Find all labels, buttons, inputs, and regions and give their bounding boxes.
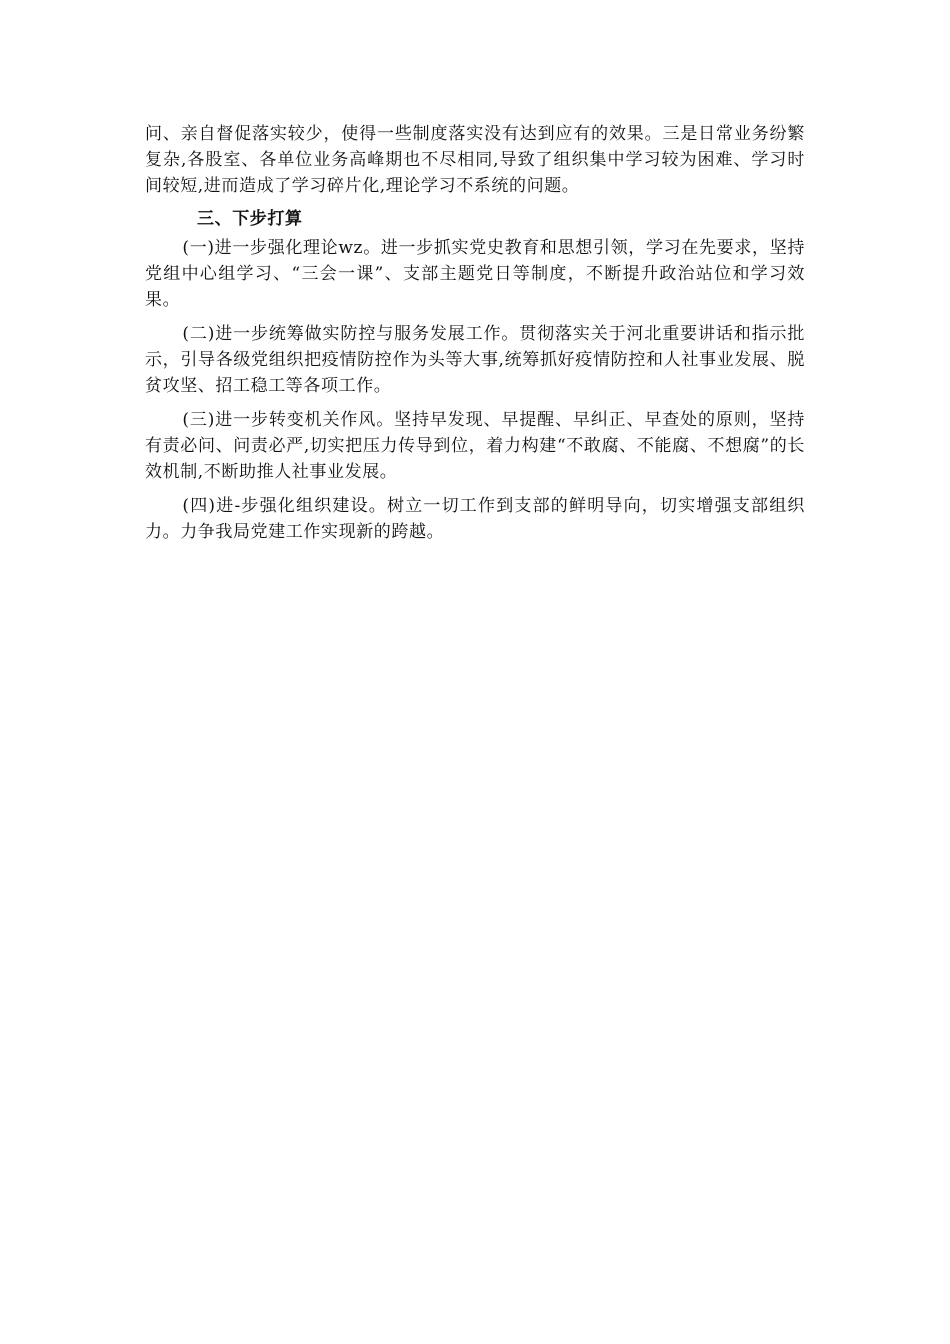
section-heading: 三、下步打算 [197, 209, 303, 229]
plan-item-2: (二)进一步统筹做实防控与服务发展工作。贯彻落实关于河北重要讲话和指示批示，引导各级党组织把疫情防控作为头等大事,统筹抓好疫情防控和人社事业发展、脱贫攻坚、招工稳工等各项工作。 [145, 324, 805, 396]
document-body [145, 121, 805, 545]
plan-item-3: (三)进一步转变机关作风。坚持早发现、早提醒、早纠正、早查处的原则，坚持有责必问、问责必严,切实把压力传导到位，着力构建“不敢腐、不能腐、不想腐”的长效机制,不断助推人社事业发展。 [145, 410, 805, 482]
continuation-paragraph: 问、亲自督促落实较少，使得一些制度落实没有达到应有的效果。三是日常业务纷繁复杂,各股室、各单位业务高峰期也不尽相同,导致了组织集中学习较为困难、学习时间较短,进而造成了学习碎片化,理论学习不系统的问题。 [145, 124, 805, 196]
plan-item-4: (四)进-步强化组织建设。树立一切工作到支部的鲜明导向，切实增强支部组织力。力争我局党建工作实现新的跨越。 [145, 496, 805, 542]
plan-item-1: (一)进一步强化理论wz。进一步抓实党史教育和思想引领，学习在先要求，坚持党组中心组学习、“三会一课”、支部主题党日等制度，不断提升政治站位和学习效果。 [145, 238, 805, 310]
